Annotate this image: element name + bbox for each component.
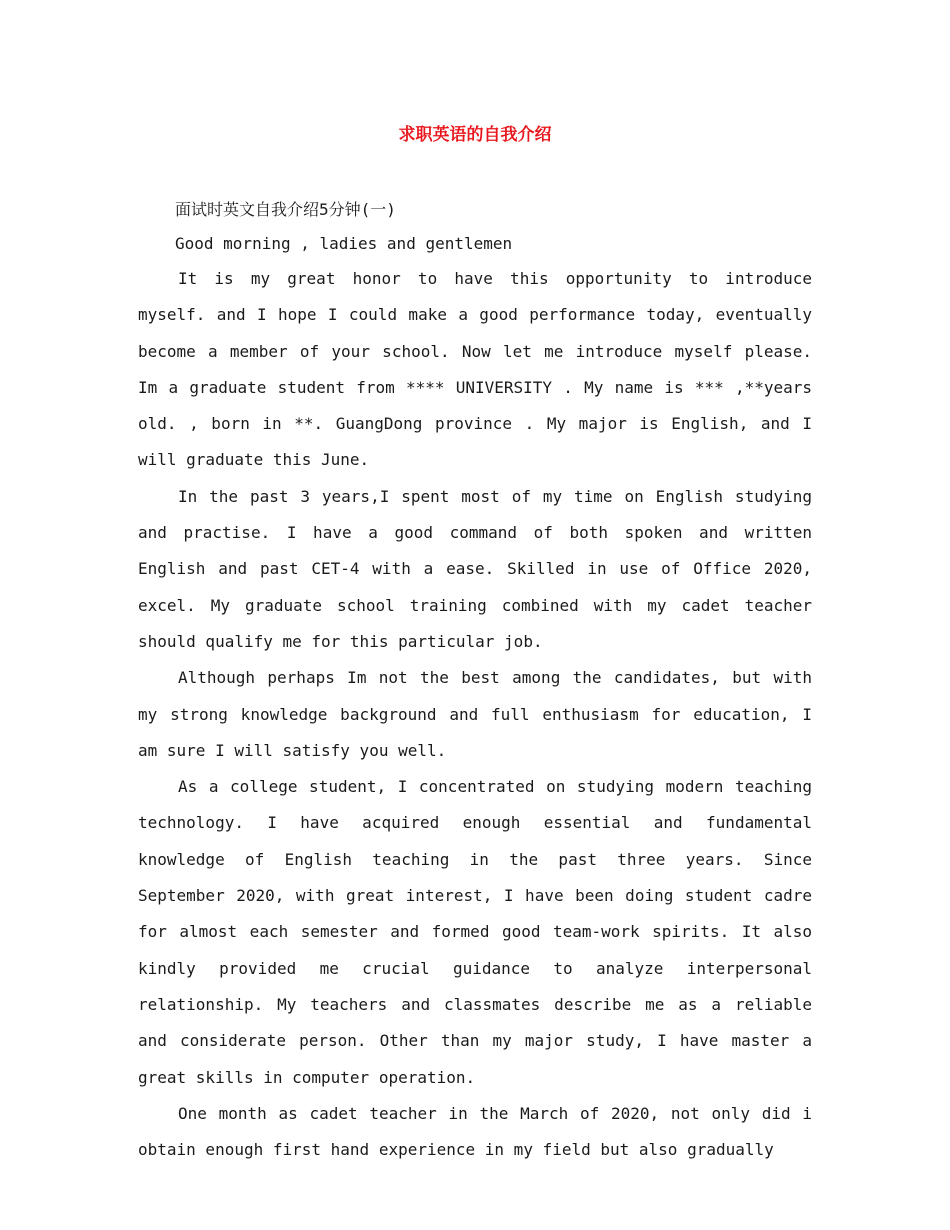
paragraph-college: As a college student, I concentrated on studying modern teaching technology. I have acquired enough essential and fundamental knowledge of English teaching in the past three years. Since September 2020, with great interest, I have been doing student cadre for almost each semester and formed good team-work spirits. It also kindly provided me crucial guidance to analyze interpersonal relationship. My teachers and classmates describe me as a reliable and considerate person. Other than my major study, I have master a great skills in computer operation. xyxy=(138,777,812,1087)
paragraph-candidacy: Although perhaps Im not the best among the candidates, but with my strong knowledge background and full enthusiasm for education, I am sure I will satisfy you well. xyxy=(138,668,812,760)
paragraph-studies: In the past 3 years,I spent most of my time on English studying and practise. I have a good command of both spoken and written English and past CET-4 with a ease. Skilled in use of Office 2020, excel. My graduate school training combined with my cadet teacher should qualify me for this particular job. xyxy=(138,486,812,651)
section-heading: 面试时英文自我介绍5分钟(一) xyxy=(175,200,396,219)
paragraph-intro: It is my great honor to have this opportunity to introduce myself. and I hope I could make a good performance today, eventually become a member of your school. Now let me introduce myself please. Im a graduate student from **** UNIVERSITY . My name is *** ,**years old. , born in **. GuangDong province . My major is English, and I will graduate this June. xyxy=(138,269,812,470)
document-body xyxy=(138,193,812,1168)
paragraph-cadet-teacher: One month as cadet teacher in the March of 2020, not only did i obtain enough first hand experience in my field but also gradually xyxy=(138,1103,812,1160)
document-title: 求职英语的自我介绍 xyxy=(398,125,552,145)
greeting-line: Good morning , ladies and gentlemen xyxy=(175,234,513,253)
